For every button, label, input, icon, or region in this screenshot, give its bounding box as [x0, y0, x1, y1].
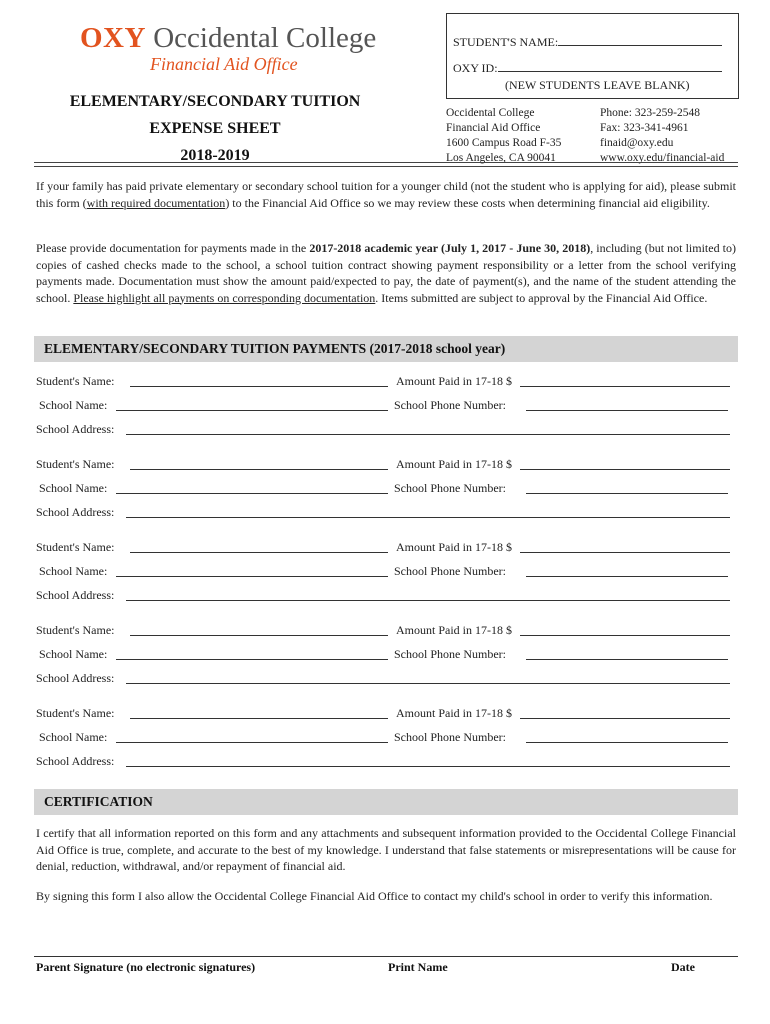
student-name-field[interactable] — [130, 552, 388, 553]
school-address-label: School Address: — [36, 505, 115, 519]
amount-paid-field[interactable] — [520, 718, 730, 719]
school-phone-label: School Phone Number: — [394, 481, 506, 495]
oxy-id-label: OXY ID: — [453, 61, 498, 75]
payments-section-header: ELEMENTARY/SECONDARY TUITION PAYMENTS (2017-2018 school year) — [34, 336, 738, 362]
school-address-field[interactable] — [126, 766, 730, 767]
payment-entry-row — [36, 754, 736, 770]
contact-email: finaid@oxy.edu — [600, 137, 674, 149]
payment-entry-row — [36, 564, 736, 580]
oxy-id-line — [453, 60, 722, 76]
intro-text: ) to the Financial Aid Office so we may review these costs when determining financial aid eligibility. — [225, 195, 710, 210]
school-phone-field[interactable] — [526, 410, 728, 411]
student-name-label: Student's Name: — [36, 374, 115, 388]
logo-oxy: OXY — [80, 22, 146, 54]
payment-entry-row — [36, 730, 736, 746]
school-phone-field[interactable] — [526, 659, 728, 660]
certification-section-header: CERTIFICATION — [34, 789, 738, 815]
intro-text: If your family has paid private elementary or secondary school tuition for a younger child (not the student who is applying for aid), please submit this form ( — [36, 179, 736, 210]
school-phone-label: School Phone Number: — [394, 647, 506, 661]
student-name-label: Student's Name: — [36, 457, 115, 471]
oxy-id-field[interactable] — [498, 60, 722, 72]
school-name-label: School Name: — [39, 564, 108, 578]
contact-fax: Fax: 323-341-4961 — [600, 122, 689, 134]
signature-line[interactable] — [34, 956, 738, 957]
school-name-field[interactable] — [116, 493, 388, 494]
student-name-label: STUDENT'S NAME: — [453, 35, 559, 49]
intro-paragraph-2 — [36, 240, 736, 306]
school-address-label: School Address: — [36, 671, 115, 685]
amount-paid-field[interactable] — [520, 469, 730, 470]
intro-underlined: with required documentation — [86, 195, 226, 210]
school-address-field[interactable] — [126, 683, 730, 684]
date-label: Date — [671, 960, 695, 974]
school-phone-field[interactable] — [526, 576, 728, 577]
student-name-field[interactable] — [130, 635, 388, 636]
student-name-line — [453, 34, 722, 50]
amount-paid-field[interactable] — [520, 386, 730, 387]
school-phone-label: School Phone Number: — [394, 398, 506, 412]
amount-paid-label: Amount Paid in 17-18 $ — [396, 374, 512, 388]
school-name-label: School Name: — [39, 398, 108, 412]
payment-entry-row — [36, 588, 736, 604]
contact-line: Occidental College — [446, 107, 535, 119]
student-name-label: Student's Name: — [36, 623, 115, 637]
school-name-label: School Name: — [39, 647, 108, 661]
intro-paragraph-1 — [36, 178, 736, 211]
contact-details — [600, 106, 724, 166]
student-name-field[interactable] — [558, 34, 722, 46]
intro-academic-year: 2017-2018 academic year (July 1, 2017 - June 30, 2018) — [309, 241, 591, 255]
contact-address — [446, 106, 561, 166]
certification-paragraph-2: By signing this form I also allow the Occidental College Financial Aid Office to contact my child's school in order to verify this information. — [36, 889, 713, 903]
college-logo — [80, 22, 380, 74]
payment-entry-row — [36, 671, 736, 687]
intro-underlined: Please highlight all payments on corresponding documentation — [73, 290, 376, 305]
payment-entry-row — [36, 422, 736, 438]
payment-entry-row — [36, 481, 736, 497]
school-phone-label: School Phone Number: — [394, 564, 506, 578]
contact-line: 1600 Campus Road F-35 — [446, 137, 562, 149]
contact-line: Los Angeles, CA 90041 — [446, 152, 556, 164]
amount-paid-label: Amount Paid in 17-18 $ — [396, 540, 512, 554]
title-line-1: ELEMENTARY/SECONDARY TUITION — [69, 93, 361, 110]
contact-line: Financial Aid Office — [446, 122, 541, 134]
intro-text: Please provide documentation for payments made in the — [36, 241, 310, 255]
school-name-label: School Name: — [39, 730, 108, 744]
school-name-field[interactable] — [116, 576, 388, 577]
payment-entry-row — [36, 457, 736, 473]
intro-text: , including (but not limited to) copies of cashed checks made to the school, a school tuition contract showing payment responsibility or a letter from the school verifying payments made. Documentation must show the amount paid/expected to pay, the date of payment(s), and the name of the student attending the school. — [36, 241, 736, 305]
amount-paid-label: Amount Paid in 17-18 $ — [396, 457, 512, 471]
logo-wordmark — [80, 22, 380, 54]
school-address-field[interactable] — [126, 517, 730, 518]
payment-entry-row — [36, 374, 736, 390]
student-name-field[interactable] — [130, 718, 388, 719]
header-divider — [34, 162, 738, 167]
print-name-label: Print Name — [388, 960, 448, 974]
form-title — [30, 88, 400, 169]
parent-signature-label: Parent Signature (no electronic signatures) — [36, 960, 256, 974]
amount-paid-field[interactable] — [520, 635, 730, 636]
contact-phone: Phone: 323-259-2548 — [600, 107, 700, 119]
intro-text: . Items submitted are subject to approval by the Financial Aid Office. — [375, 290, 708, 305]
school-address-label: School Address: — [36, 754, 115, 768]
school-name-field[interactable] — [116, 742, 388, 743]
student-name-label: Student's Name: — [36, 540, 115, 554]
student-name-label: Student's Name: — [36, 706, 115, 720]
payment-entry-row — [36, 706, 736, 722]
school-address-label: School Address: — [36, 588, 115, 602]
amount-paid-label: Amount Paid in 17-18 $ — [396, 706, 512, 720]
logo-college-name: Occidental College — [153, 22, 377, 54]
school-name-field[interactable] — [116, 410, 388, 411]
student-name-field[interactable] — [130, 469, 388, 470]
certification-paragraph-1: I certify that all information reported on this form and any attachments and subsequent information provided to the Occidental College Financial Aid Office is true, complete, and accurate to the best of my knowledge. I understand that false statements or misrepresentations will be cause for denial, reduction, withdrawal, and/or repayment of financial aid. — [36, 826, 736, 873]
student-id-box — [446, 13, 739, 99]
payment-entry-row — [36, 398, 736, 414]
title-year: 2018-2019 — [180, 147, 250, 164]
title-line-2: EXPENSE SHEET — [149, 120, 281, 137]
logo-department: Financial Aid Office — [150, 54, 298, 74]
payment-entry-row — [36, 505, 736, 521]
payment-entry-row — [36, 647, 736, 663]
student-name-field[interactable] — [130, 386, 388, 387]
payment-entry-row — [36, 540, 736, 556]
school-address-field[interactable] — [126, 434, 730, 435]
school-address-field[interactable] — [126, 600, 730, 601]
school-name-field[interactable] — [116, 659, 388, 660]
school-phone-field[interactable] — [526, 742, 728, 743]
amount-paid-label: Amount Paid in 17-18 $ — [396, 623, 512, 637]
school-phone-field[interactable] — [526, 493, 728, 494]
payment-entry-row — [36, 623, 736, 639]
amount-paid-field[interactable] — [520, 552, 730, 553]
school-name-label: School Name: — [39, 481, 108, 495]
contact-website: www.oxy.edu/financial-aid — [600, 152, 725, 164]
school-address-label: School Address: — [36, 422, 115, 436]
school-phone-label: School Phone Number: — [394, 730, 506, 744]
oxy-id-note: (NEW STUDENTS LEAVE BLANK) — [505, 78, 690, 92]
